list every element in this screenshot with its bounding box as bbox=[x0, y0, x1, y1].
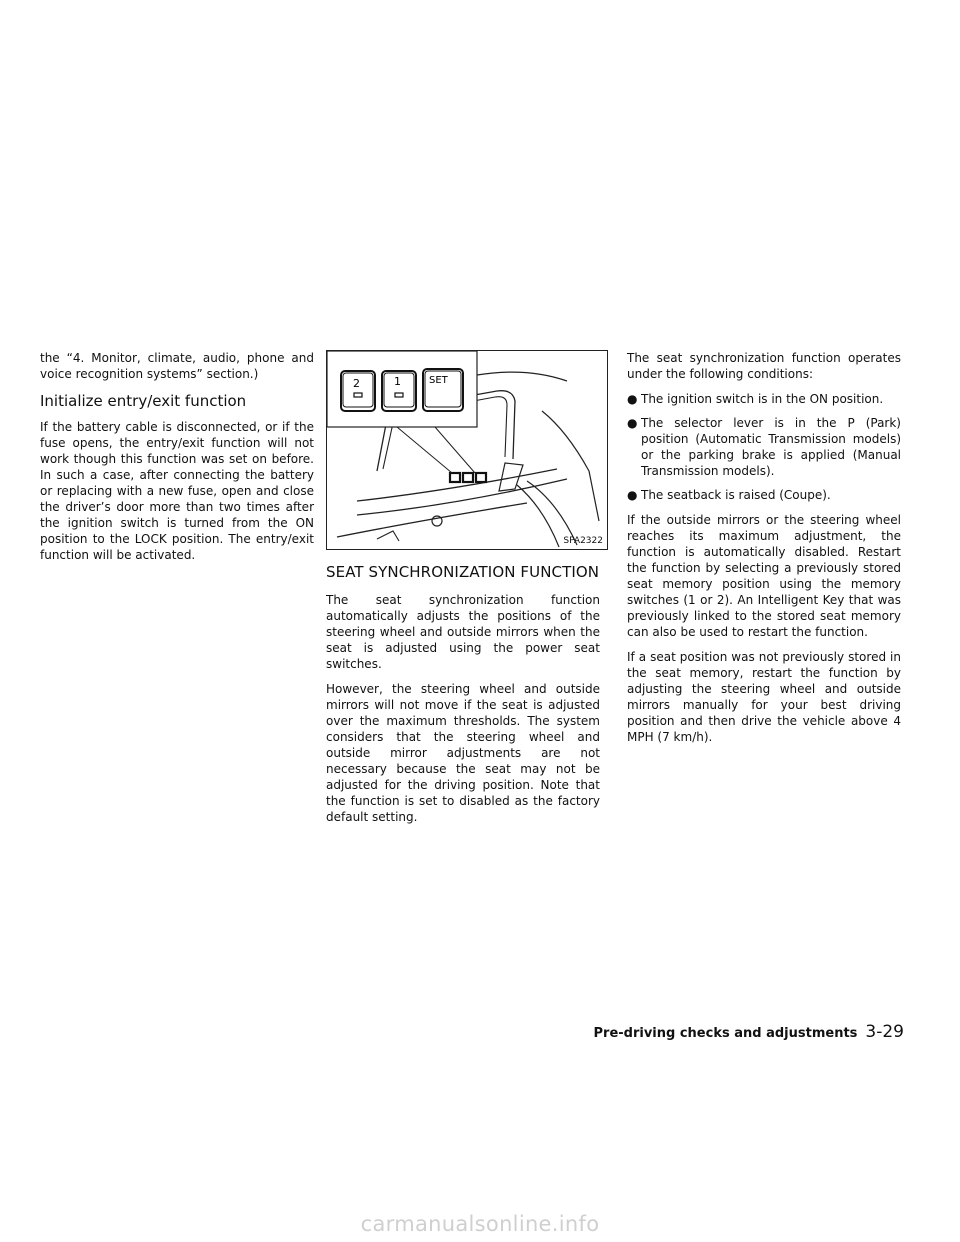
memory-switch-figure bbox=[326, 350, 608, 550]
entry-exit-paragraph: If the battery cable is disconnected, or if the fuse opens, the entry/exit function will not work though this function was set on before. In such a case, after connecting the battery or replacing with a new fuse, open and close the driver’s door more than two times after the ignition switch is turned from the ON position to the LOCK position. The entry/exit function will be activated. bbox=[40, 420, 314, 562]
intro-text: the “4. Monitor, climate, audio, phone and voice recognition systems” section.) bbox=[40, 351, 314, 381]
page-footer bbox=[594, 1022, 905, 1042]
figure-code: SPA2322 bbox=[563, 536, 603, 546]
left-column bbox=[40, 350, 314, 572]
right-column bbox=[627, 350, 901, 754]
seat-sync-paragraph-1: The seat synchronization function automatically adjusts the positions of the steering wheel and outside mirrors when the seat is adjusted using the power seat switches. bbox=[326, 593, 600, 671]
set-button-label: SET bbox=[429, 375, 448, 386]
bullet-icon: ● bbox=[627, 392, 638, 406]
memory-button-1-label: 1 bbox=[394, 375, 401, 388]
bullet-icon: ● bbox=[627, 416, 638, 430]
page-number: 3-29 bbox=[865, 1022, 904, 1042]
memory-button-2-label: 2 bbox=[353, 377, 360, 390]
conditions-list bbox=[627, 391, 901, 503]
restart-paragraph: If the outside mirrors or the steering wheel reaches its maximum adjustment, the function is automatically disabled. Restart the function by selecting a previously stored seat memory position using the memory switches (1 or 2). An Intelligent Key that was previously linked to the stored seat memory can also be used to restart the function. bbox=[627, 513, 901, 639]
watermark: carmanualsonline.info bbox=[360, 1212, 600, 1236]
not-stored-paragraph: If a seat position was not previously stored in the seat memory, restart the function by adjusting the steering wheel and outside mirrors manually for your best driving position and then drive the vehicle above 4 MPH (7 km/h). bbox=[627, 650, 901, 744]
list-item: ● The seatback is raised (Coupe). bbox=[627, 488, 831, 502]
bullet-icon: ● bbox=[627, 488, 638, 502]
section-heading-entry-exit: Initialize entry/exit function bbox=[40, 392, 247, 410]
section-heading-seat-sync: SEAT SYNCHRONIZATION FUNCTION bbox=[326, 563, 600, 581]
seat-sync-paragraph-2: However, the steering wheel and outside mirrors will not move if the seat is adjusted over the maximum thresholds. The system considers that the steering wheel and outside mirror adjustments are not necessary because the seat may not be adjusted for the driving position. Note that the function is set to disabled as the factory default setting. bbox=[326, 682, 600, 824]
list-item: ● The ignition switch is in the ON position. bbox=[627, 392, 884, 406]
conditions-intro: The seat synchronization function operates under the following conditions: bbox=[627, 351, 901, 381]
middle-column bbox=[326, 350, 603, 834]
list-item: ● The selector lever is in the P (Park) position (Automatic Transmission models) or the parking brake is applied (Manual Transmission models). bbox=[627, 416, 901, 478]
footer-section-title: Pre-driving checks and adjustments bbox=[593, 1026, 858, 1041]
memory-switch-illustration bbox=[327, 351, 607, 549]
